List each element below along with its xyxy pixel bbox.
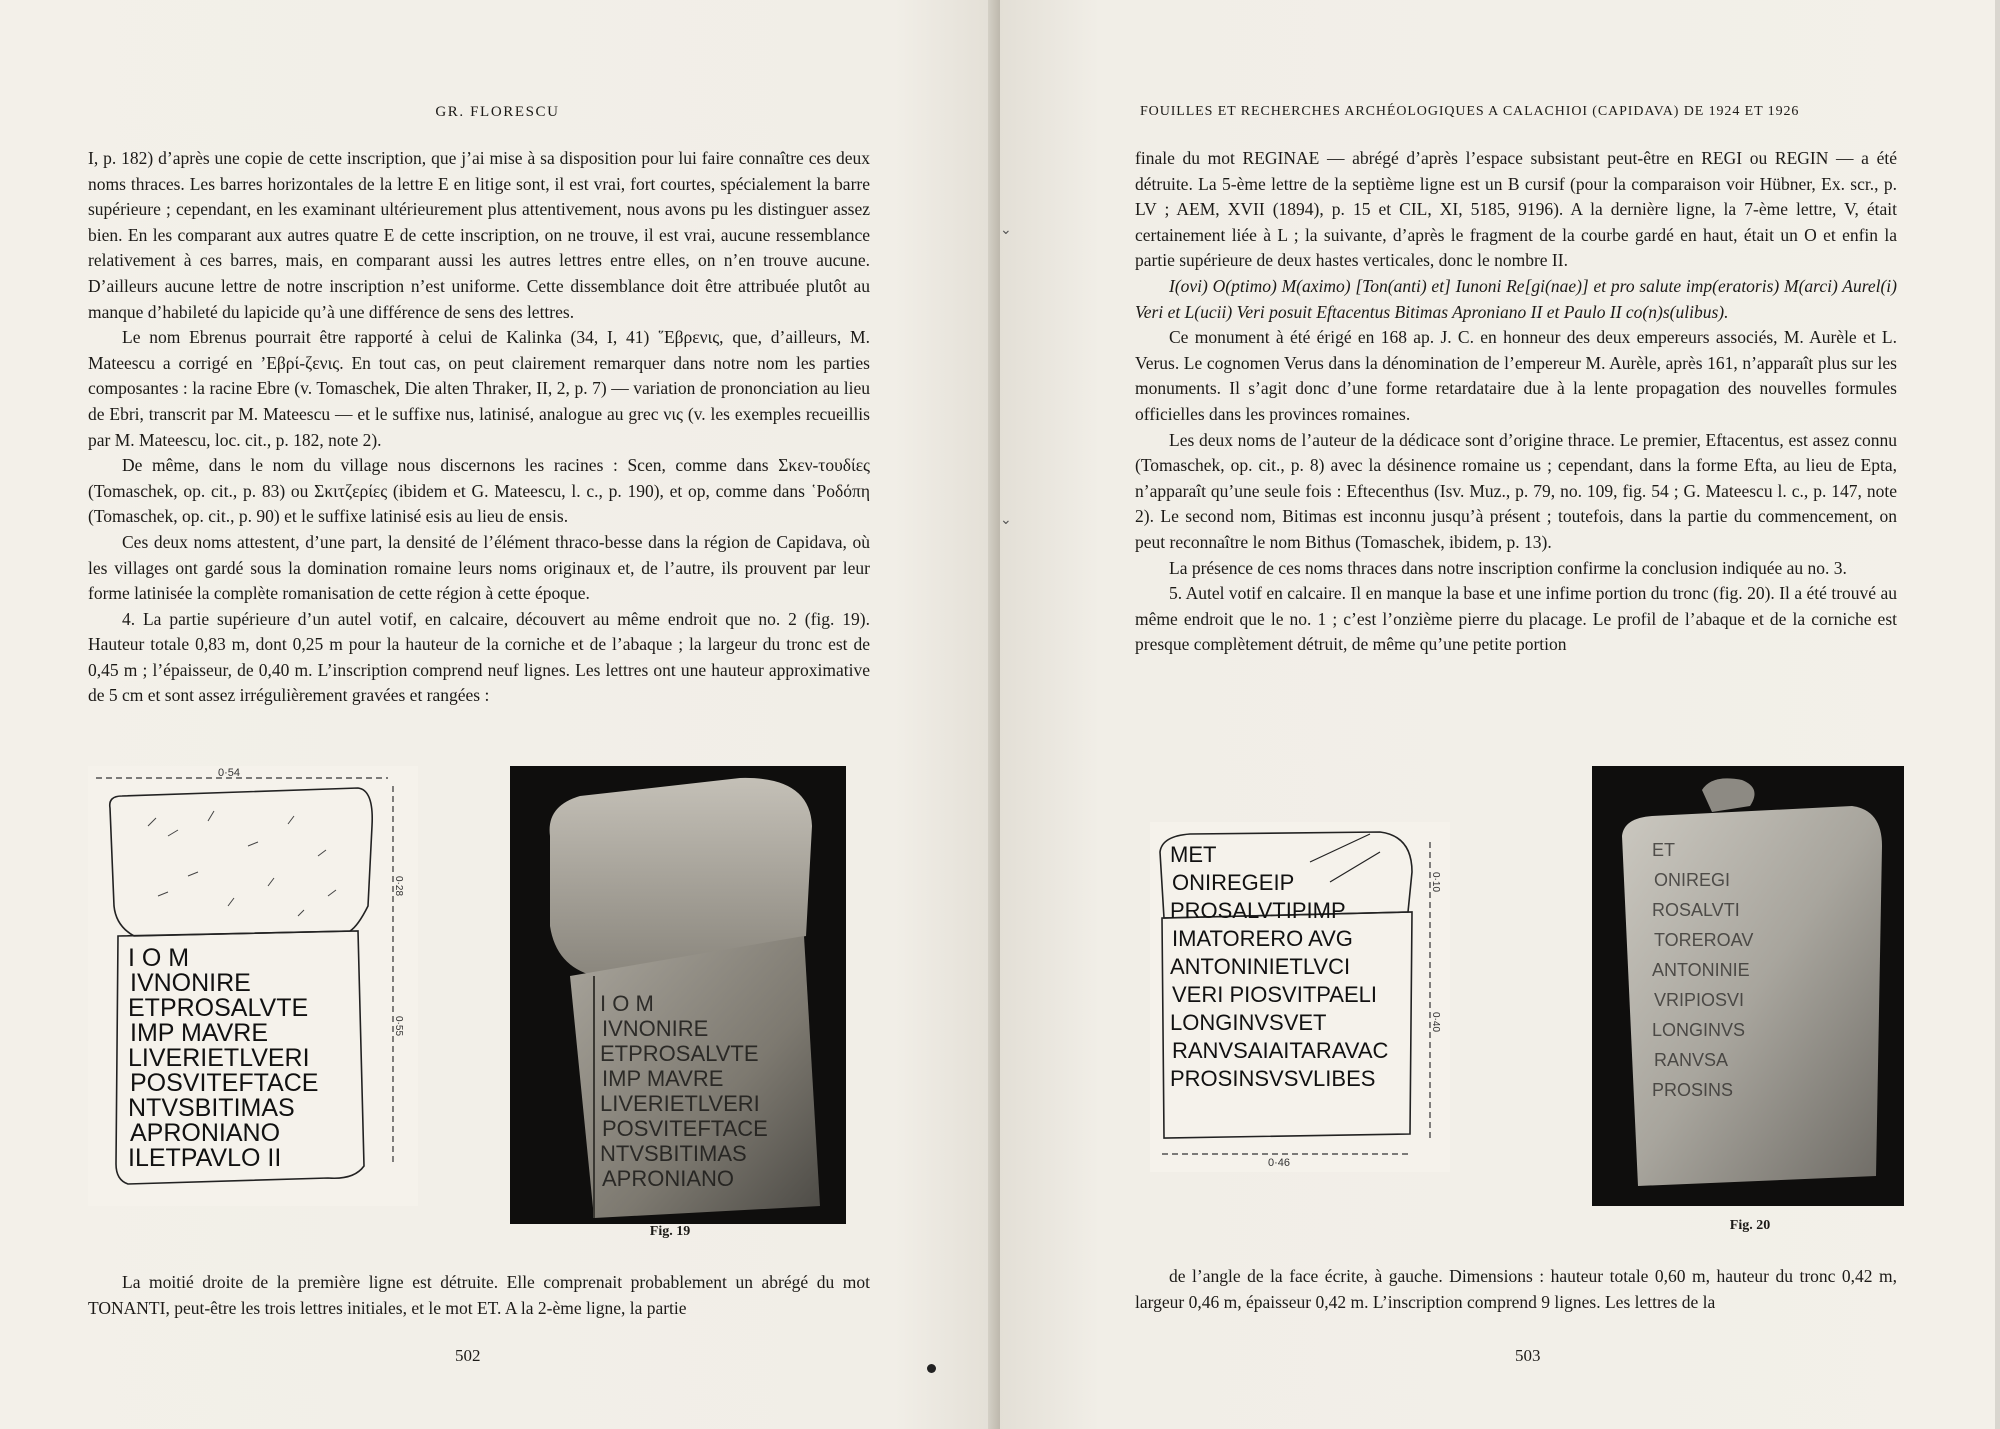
left-body-text (88, 146, 870, 709)
paragraph: Ce monument à été érigé en 168 ap. J. C. en honneur des deux empereurs associés, M. Aurèle et L. Verus. Le cognomen Verus dans la dénomination de l’empereur M. Aurèle, après 161, n’apparaît plus sur les monuments. Il s’agit donc d’une forme retardataire due à la lente propagation des nouvelles formules officielles dans les provinces romaines. (1135, 327, 1897, 424)
fig19-dim-side-main: 0·55 (393, 1016, 404, 1037)
inscription-line: IMP MAVRE (602, 1066, 724, 1091)
paragraph: La moitié droite de la première ligne est détruite. Elle comprenait probablement un abrégé du mot TONANTI, peut-être les trois lettres initiales, et le mot ET. A la 2-ème ligne, la partie (88, 1272, 870, 1318)
inscription-line: TOREROAV (1654, 930, 1754, 950)
running-head-right: FOUILLES ET RECHERCHES ARCHÉOLOGIQUES A CALACHIOI (CAPIDAVA) DE 1924 ET 1926 (1140, 104, 1800, 119)
inscription-line: NTVSBITIMAS (600, 1141, 747, 1166)
ink-dot (927, 1364, 936, 1373)
inscription-line: ANTONINIETLVCI (1170, 954, 1351, 979)
right-after-text (1135, 1264, 1897, 1315)
margin-mark: ⌄ (1000, 223, 1012, 238)
inscription-line: RANVSAIAITARAVAC (1172, 1038, 1389, 1063)
paragraph: Les deux noms de l’auteur de la dédicace sont d’origine thrace. Le premier, Eftacentus, est assez connu (Tomaschek, op. cit., p. 8) avec la désinence romaine us ; cependant, dans la forme Efta, au lieu de Epta, n’apparaît qu’une seule fois : Eftecenthus (Isv. Muz., p. 79, no. 109, fig. 54 ; G. Mateescu l. c., p. 147, note 2). Le second nom, Bitimas est inconnu jusqu’à présent ; toutefois, dans la partie du commencement, on peut reconnaître le nom Bithus (Tomaschek, ibidem, p. 13). (1135, 429, 1897, 552)
folio-left: 502 (455, 1346, 481, 1365)
left-page (0, 0, 995, 1429)
right-page (1000, 0, 1995, 1429)
inscription-line: IVNONIRE (602, 1016, 709, 1041)
inscription-line: IMATORERO AVG (1172, 926, 1353, 951)
paragraph: de l’angle de la face écrite, à gauche. Dimensions : hauteur totale 0,60 m, hauteur du tronc 0,42 m, largeur 0,46 m, épaisseur 0,42 m. L’inscription comprend 9 lignes. Les lettres de la (1135, 1266, 1897, 1312)
fig19-caption: Fig. 19 (649, 1224, 691, 1239)
inscription-line: LONGINVS (1652, 1020, 1746, 1040)
left-after-text (88, 1270, 870, 1321)
inscription-line: POSVITEFTACE (130, 1069, 319, 1097)
paragraph-restitution: I(ovi) O(ptimo) M(aximo) [Ton(anti) et] Iunoni Re[gi(nae)] et pro salute imp(eratoris) M(arci) Aurel(i) Veri et L(ucii) Veri posuit Eftacentus Bitimas Aproniano II et Paulo II co(n)s(ulibus). (1135, 275, 1897, 322)
inscription-line: ONIREGEIP (1172, 870, 1295, 895)
paragraph: De même, dans le nom du village nous discernons les racines : Scen, comme dans Σκεν-τουδίες (Tomaschek, op. cit., p. 83) ou Σκιτζερίες (ibidem et G. Mateescu, l. c., p. 190), et op, comme dans ῾Ροδόπη (Tomaschek, op. cit., p. 90) et le suffixe latinisé esis au lieu de ensis. (88, 455, 870, 527)
fig19-drawing (88, 766, 418, 1206)
inscription-line: ONIREGI (1654, 870, 1731, 890)
inscription-line: ET (1652, 840, 1676, 860)
fig20-drawing-inscription (1170, 842, 1388, 1091)
inscription-line: NTVSBITIMAS (128, 1094, 295, 1122)
inscription-line: PROSINS (1652, 1080, 1734, 1100)
fig19-dim-side-top: 0·28 (393, 876, 404, 897)
fig19-photo (510, 766, 846, 1224)
fig20-caption: Fig. 20 (1729, 1218, 1771, 1233)
inscription-line: ANTONINIE (1652, 960, 1750, 980)
inscription-line: POSVITEFTACE (602, 1116, 768, 1141)
paragraph: La présence de ces noms thraces dans notre inscription confirme la conclusion indiquée au no. 3. (1169, 557, 1847, 578)
inscription-line: MET (1170, 842, 1217, 867)
paragraph: finale du mot REGINAE — abrégé d’après l’espace subsistant peut-être en REGI ou REGIN — a été détruite. La 5-ème lettre de la septième ligne est un B cursif (pour la comparaison voir Hübner, Ex. scr., p. LV ; AEM, XVII (1894), p. 15 et CIL, XI, 5185, 9196). A la dernière ligne, la 7-ème lettre, V, était certainement liée à L ; la suivante, d’après le fragment de la courbe gardé en haut, était un O et enfin la partie supérieure de deux hastes verticales, donc le nombre II. (1135, 148, 1897, 271)
paragraph: I, p. 182) d’après une copie de cette inscription, que j’ai mise à sa disposition pour lui faire connaître ces deux noms thraces. Les barres horizontales de la lettre E en litige sont, il est vrai, fort courtes, spécialement la barre supérieure ; cependant, en les examinant ultérieurement plus attentivement, nous avons pu les distinguer assez bien. En les comparant aux autres quatre E de cette inscription, on ne trouve, il est vrai, aucune ressemblance relativement à ces barres, mais, en comparant aussi les autres lettres entre elles, on n’en trouve aucune. D’ailleurs aucune lettre de notre inscription n’est uniforme. Cette dissemblance doit être attribuée plutôt au manque d’habileté du lapicide qu’à une différence de sens des lettres. (88, 148, 870, 322)
fig19-dim-top: 0·54 (218, 767, 241, 779)
inscription-line: I O M (128, 944, 190, 972)
inscription-line: VRIPIOSVI (1654, 990, 1745, 1010)
margin-mark: ⌄ (1000, 513, 1012, 528)
running-head-left: GR. FLORESCU (435, 104, 560, 120)
inscription-line: APRONIANO (602, 1166, 735, 1191)
right-body-text (1135, 146, 1897, 658)
inscription-line: I O M (600, 991, 654, 1016)
inscription-line: VERI PIOSVITPAELI (1172, 982, 1377, 1007)
fig20-dim-side-top: 0·10 (1430, 872, 1441, 893)
fig20-photo (1592, 766, 1904, 1206)
inscription-line: ROSALVTI (1652, 900, 1740, 920)
inscription-line: APRONIANO (130, 1119, 281, 1147)
paragraph: Le nom Ebrenus pourrait être rapporté à celui de Kalinka (34, I, 41) ῞Εβρενις, que, d’ailleurs, M. Mateescu a corrigé en ’Εβρί-ζενις. En tout cas, on peut clairement remarquer dans notre nom les parties composantes : la racine Ebre (v. Tomaschek, Die alten Thraker, II, 2, p. 7) — variation de prononciation au lieu de Ebri, transcrit par M. Mateescu — et le suffixe nus, latinisé, analogue au grec νις (v. les exemples recueillis par M. Mateescu, loc. cit., p. 182, note 2). (88, 327, 870, 450)
paragraph: 5. Autel votif en calcaire. Il en manque la base et une infime portion du tronc (fig. 20). Il a été trouvé au même endroit que le no. 1 ; c’est l’onzième pierre du placage. Le profil de l’abaque et de la corniche est presque complètement détruit, de même qu’une petite portion (1135, 583, 1897, 655)
inscription-line: ILETPAVLO II (128, 1144, 282, 1172)
inscription-line: ETPROSALVTE (128, 994, 309, 1022)
inscription-line: LONGINVSVET (1170, 1010, 1327, 1035)
inscription-line: IMP MAVRE (130, 1019, 268, 1047)
inscription-line: LIVERIETLVERI (600, 1091, 760, 1116)
inscription-line: IVNONIRE (130, 969, 251, 997)
folio-right: 503 (1515, 1346, 1541, 1365)
fig20-dim-side-main: 0·40 (1430, 1012, 1441, 1033)
fig20-drawing (1150, 822, 1450, 1172)
inscription-line: ETPROSALVTE (600, 1041, 759, 1066)
fig20-dim-bottom: 0·46 (1268, 1157, 1291, 1169)
fig19-drawing-inscription (128, 944, 318, 1172)
paragraph: 4. La partie supérieure d’un autel votif, en calcaire, découvert au même endroit que no. 2 (fig. 19). Hauteur totale 0,83 m, dont 0,25 m pour la hauteur de la corniche et de l’abaque ; la largeur du tronc est de 0,45 m ; l’épaisseur, de 0,40 m. L’inscription comprend neuf lignes. Les lettres ont une hauteur approximative de 5 cm et sont assez irrégulièrement gravées et rangées : (88, 608, 870, 706)
inscription-line: LIVERIETLVERI (128, 1044, 310, 1072)
inscription-line: PROSINSVSVLIBES (1170, 1066, 1376, 1091)
inscription-line: RANVSA (1654, 1050, 1729, 1070)
paragraph: Ces deux noms attestent, d’une part, la densité de l’élément thraco-besse dans la région de Capidava, où les villages ont gardé sous la domination romaine leurs noms originaux et, de l’autre, ils prouvent par leur forme latinisée la complète romanisation de cette région à cette époque. (88, 531, 870, 604)
inscription-line: PROSALVTIPIMP (1170, 898, 1346, 923)
